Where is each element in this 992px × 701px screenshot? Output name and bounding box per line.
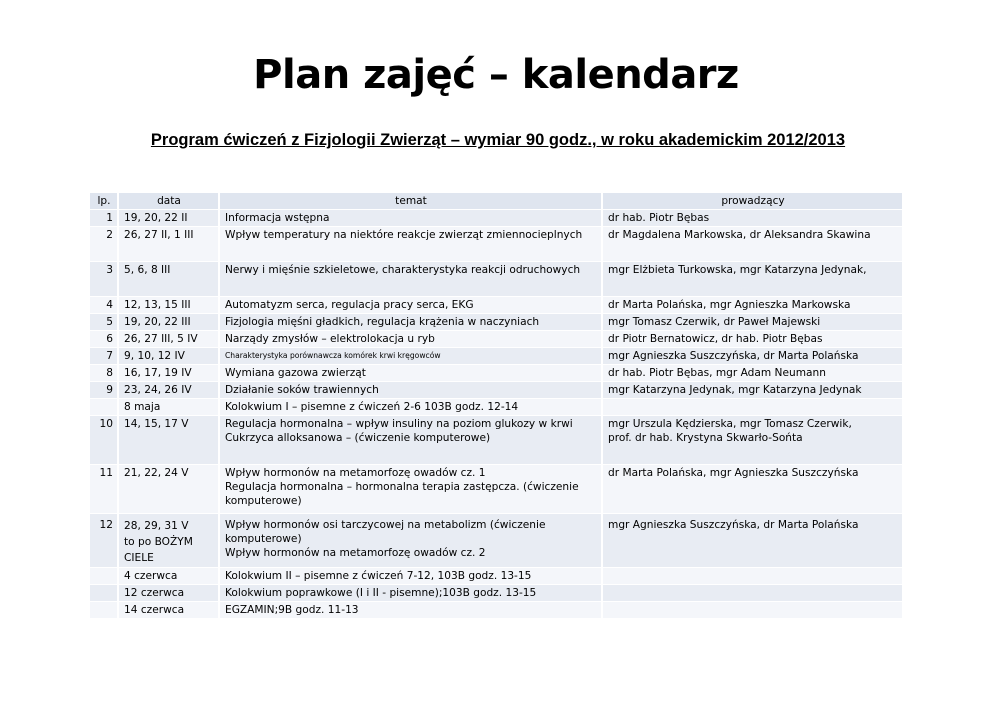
cell-lp: 7	[90, 348, 119, 365]
cell-prowadzacy: mgr Tomasz Czerwik, dr Paweł Majewski	[603, 314, 902, 331]
cell-temat: Wpływ temperatury na niektóre reakcje zwierząt zmiennocieplnych	[220, 227, 603, 262]
cell-lp: 3	[90, 262, 119, 297]
page-subtitle: Program ćwiczeń z Fizjologii Zwierząt – wymiar 90 godz., w roku akademickim 2012/2013	[150, 131, 846, 149]
cell-prowadzacy: mgr Katarzyna Jedynak, mgr Katarzyna Jedynak	[603, 382, 902, 399]
cell-data: 9, 10, 12 IV	[119, 348, 220, 365]
cell-lp: 4	[90, 297, 119, 314]
header-data: data	[119, 193, 220, 210]
cell-data: 19, 20, 22 III	[119, 314, 220, 331]
cell-temat: Regulacja hormonalna – wpływ insuliny na poziom glukozy w krwi Cukrzyca alloksanowa – (ćwiczenie komputerowe)	[220, 416, 603, 465]
table-row	[90, 210, 902, 227]
cell-prowadzacy: dr hab. Piotr Bębas, mgr Adam Neumann	[603, 365, 902, 382]
table-header-row	[90, 193, 902, 210]
cell-data: 12, 13, 15 III	[119, 297, 220, 314]
cell-lp: 8	[90, 365, 119, 382]
table-row	[90, 262, 902, 297]
cell-lp	[90, 585, 119, 602]
cell-prowadzacy: dr Magdalena Markowska, dr Aleksandra Skawina	[603, 227, 902, 262]
cell-prowadzacy: dr Marta Polańska, mgr Agnieszka Markowska	[603, 297, 902, 314]
table-row	[90, 348, 902, 365]
table-row	[90, 585, 902, 602]
cell-prowadzacy: dr Marta Polańska, mgr Agnieszka Suszczyńska	[603, 465, 902, 514]
cell-data: 19, 20, 22 II	[119, 210, 220, 227]
cell-data: 5, 6, 8 III	[119, 262, 220, 297]
cell-data: 28, 29, 31 V to po BOŻYM CIELE	[119, 514, 220, 568]
cell-data: 21, 22, 24 V	[119, 465, 220, 514]
table-row	[90, 416, 902, 465]
cell-temat: Charakterystyka porównawcza komórek krwi kręgowców	[220, 348, 603, 365]
cell-data: 16, 17, 19 IV	[119, 365, 220, 382]
header-temat: temat	[220, 193, 603, 210]
cell-lp: 1	[90, 210, 119, 227]
table-row	[90, 465, 902, 514]
table-row	[90, 314, 902, 331]
table-row	[90, 331, 902, 348]
cell-prowadzacy: dr hab. Piotr Bębas	[603, 210, 902, 227]
table-row	[90, 227, 902, 262]
header-lp: lp.	[90, 193, 119, 210]
table-row	[90, 365, 902, 382]
cell-lp: 12	[90, 514, 119, 568]
cell-temat: Informacja wstępna	[220, 210, 603, 227]
cell-lp: 11	[90, 465, 119, 514]
table-row	[90, 399, 902, 416]
cell-lp	[90, 602, 119, 619]
cell-lp: 5	[90, 314, 119, 331]
cell-prowadzacy	[603, 568, 902, 585]
cell-temat: Wpływ hormonów osi tarczycowej na metabolizm (ćwiczenie komputerowe) Wpływ hormonów na metamorfozę owadów cz. 2	[220, 514, 603, 568]
table-row	[90, 602, 902, 619]
cell-lp: 2	[90, 227, 119, 262]
schedule-table	[90, 193, 902, 619]
cell-prowadzacy	[603, 585, 902, 602]
table-row	[90, 297, 902, 314]
cell-data: 12 czerwca	[119, 585, 220, 602]
cell-temat: Działanie soków trawiennych	[220, 382, 603, 399]
cell-lp: 6	[90, 331, 119, 348]
header-prowadzacy: prowadzący	[603, 193, 902, 210]
cell-lp	[90, 399, 119, 416]
cell-temat: Kolokwium I – pisemne z ćwiczeń 2-6 103B godz. 12-14	[220, 399, 603, 416]
cell-lp: 10	[90, 416, 119, 465]
page-title: Plan zajęć – kalendarz	[253, 52, 739, 98]
cell-prowadzacy	[603, 399, 902, 416]
cell-temat: Wpływ hormonów na metamorfozę owadów cz. 1 Regulacja hormonalna – hormonalna terapia zastępcza. (ćwiczenie komputerowe)	[220, 465, 603, 514]
cell-prowadzacy	[603, 602, 902, 619]
cell-data: 14 czerwca	[119, 602, 220, 619]
cell-data: 8 maja	[119, 399, 220, 416]
cell-prowadzacy: dr Piotr Bernatowicz, dr hab. Piotr Bębas	[603, 331, 902, 348]
cell-lp: 9	[90, 382, 119, 399]
cell-temat: Fizjologia mięśni gładkich, regulacja krążenia w naczyniach	[220, 314, 603, 331]
cell-temat: Automatyzm serca, regulacja pracy serca, EKG	[220, 297, 603, 314]
cell-data: 26, 27 III, 5 IV	[119, 331, 220, 348]
cell-data: 23, 24, 26 IV	[119, 382, 220, 399]
cell-prowadzacy: mgr Elżbieta Turkowska, mgr Katarzyna Jedynak,	[603, 262, 902, 297]
cell-temat: Nerwy i mięśnie szkieletowe, charakterystyka reakcji odruchowych	[220, 262, 603, 297]
table-row	[90, 382, 902, 399]
cell-data: 14, 15, 17 V	[119, 416, 220, 465]
cell-prowadzacy: mgr Agnieszka Suszczyńska, dr Marta Polańska	[603, 514, 902, 568]
table-row	[90, 568, 902, 585]
cell-temat: Wymiana gazowa zwierząt	[220, 365, 603, 382]
cell-temat: Kolokwium poprawkowe (I i II - pisemne);103B godz. 13-15	[220, 585, 603, 602]
cell-temat: Kolokwium II – pisemne z ćwiczeń 7-12, 103B godz. 13-15	[220, 568, 603, 585]
cell-lp	[90, 568, 119, 585]
cell-prowadzacy: mgr Agnieszka Suszczyńska, dr Marta Polańska	[603, 348, 902, 365]
cell-data: 26, 27 II, 1 III	[119, 227, 220, 262]
cell-temat: EGZAMIN;9B godz. 11-13	[220, 602, 603, 619]
cell-temat: Narządy zmysłów – elektrolokacja u ryb	[220, 331, 603, 348]
table-row	[90, 514, 902, 568]
cell-prowadzacy: mgr Urszula Kędzierska, mgr Tomasz Czerwik, prof. dr hab. Krystyna Skwarło-Sońta	[603, 416, 902, 465]
cell-data: 4 czerwca	[119, 568, 220, 585]
